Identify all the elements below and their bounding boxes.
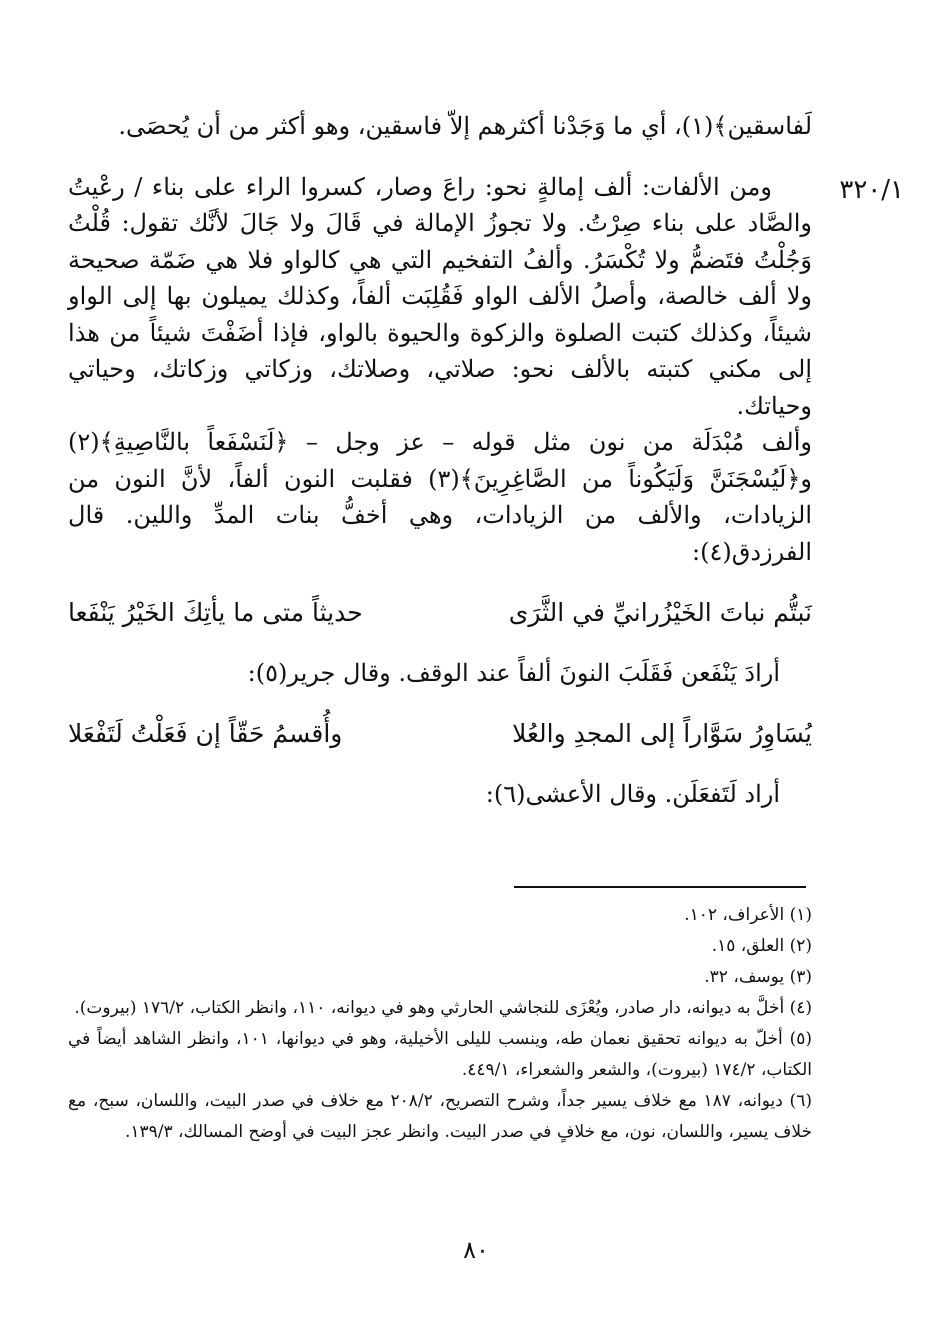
verse-1-hemistich-left: حديثاً متى ما يأتِكَ الخَيْرُ يَنْفَعا [68,598,363,627]
verse-farazdaq [68,598,812,627]
footnote-3: (٣) يوسف، ٣٢. [704,967,812,987]
verse-1-comment: أرادَ يَنْفَعن فَقَلَبَ النونَ ألفاً عند الوقف. وقال جرير(٥): [247,659,780,687]
footnotes [68,900,812,1148]
footnote-2: (٢) العلق، ١٥. [711,936,812,956]
main-text [68,108,812,812]
paragraph-3: وألف مُبْدَلَة من نون مثل قوله – عز وجل – ﴿لَنَسْفَعاً بالنَّاصِيةِ﴾(٢) و﴿لَيُسْجَنَنَّ وَلَيَكُوناً من الصَّاغِرِينَ﴾(٣) فقلبت النون ألفاً، لأنَّ النون من الزيادات، والألف من الزيادات، وهي أخفُّ بنات المدِّ واللين. قال الفرزدق(٤): [68,428,812,566]
verse-2-hemistich-right: يُسَاوِرُ سَوَّاراً إلى المجدِ والعُلا [512,719,812,748]
footnote-divider [514,886,806,888]
paragraph-1: لَفاسقين﴾(١)، أي ما وَجَدْنا أكثرهم إلاّ فاسقين، وهو أكثر من أن يُحصَى. [118,112,812,140]
verse-1-hemistich-right: نَبتُّم نباتَ الخَيْزُرانيِّ في الثَّرَى [508,598,812,627]
paragraph-2: ومن الألفات: ألف إمالةٍ نحو: راعَ وصار، كسروا الراء على بناء / رعْيتُ والصَّاد على بناء صِرْتُ. ولا تجوزُ الإمالة في قَالَ ولا جَالَ لأنَّك تقول: قُلْتُ وَجُلْتُ فتَضمُّ ولا تُكْسَرُ. وألفُ التفخيم التي هي كالواو فلا هي ضَمّة صحيحة ولا ألف خالصة، وأصلُ الألف الواو فَقُلِبَت ألفاً، وكذلك يميلون بها إلى الواو شيئاً، وكذلك كتبت الصلوة والزكوة والحيوة بالواو، فإذا أضَفْتَ شيئاً من هذا إلى مكني كتبته بالألف نحو: صلاتي، وصلاتك، وزكاتي وزكاتك، وحياتي وحياتك. [68,172,812,420]
margin-page-reference: ٣٢٠/١ [839,175,904,205]
verse-jarir [68,719,812,748]
footnote-6: (٦) ديوانه، ١٨٧ مع خلاف يسير جداً، وشرح التصريح، ٢٠٨/٢ مع خلاف في صدر البيت، واللسان، سبح، مع خلاف يسير، واللسان، نون، مع خلافٍ في صدر البيت. وانظر عجز البيت في أوضح المسالك، ١٣٩/٣. [68,1091,812,1142]
verse-2-hemistich-left: وأُقسمُ حَقّاً إن فَعَلْتُ لَتَفْعَلا [68,719,343,748]
footnote-1: (١) الأعراف، ١٠٢. [684,905,812,925]
page-number: ٨٠ [463,1236,489,1264]
footnote-5: (٥) أخلّ به ديوانه تحقيق نعمان طه، وينسب لليلى الأخيلية، وهو في ديوانها، ١٠١، وانظر الشاهد أيضاً في الكتاب، ١٧٤/٢ (بيروت)، والشعر والشعراء، ٤٤٩/١. [68,1029,813,1080]
footnote-4: (٤) أخلَّ به ديوانه، دار صادر، ويُعْزَى للنجاشي الحارثي وهو في ديوانه، ١١٠، وانظر الكتاب، ١٧٦/٢ (بيروت). [74,998,812,1018]
verse-2-comment: أراد لَتَفعَلَن. وقال الأعشى(٦): [485,780,780,808]
